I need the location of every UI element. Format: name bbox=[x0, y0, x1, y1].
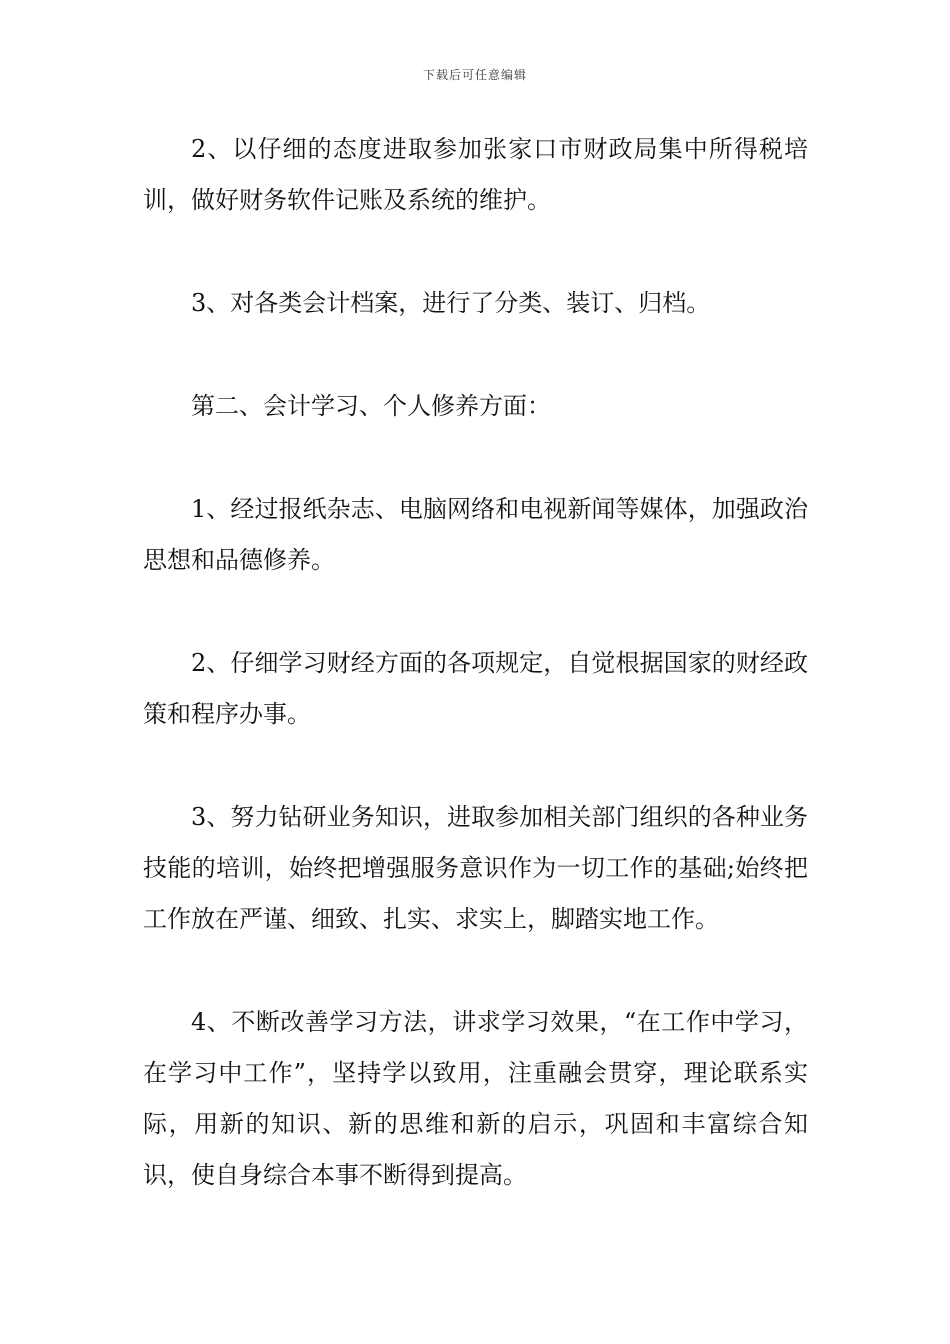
paragraph-learning-methods: 4、不断改善学习方法，讲求学习效果，“在工作中学习，在学习中工作”，坚持学以致用，注重融会贯穿，理论联系实际，用新的知识、新的思维和新的启示，巩固和丰富综合知识，使自身综合本事不断得到提高。 bbox=[143, 1008, 808, 1189]
section-heading-study: 第二、会计学习、个人修养方面： bbox=[191, 392, 551, 420]
paragraph-tax-training: 2、以仔细的态度进取参加张家口市财政局集中所得税培训，做好财务软件记账及系统的维护。 bbox=[143, 135, 808, 214]
page-header: 下载后可任意编辑 bbox=[422, 68, 527, 82]
paragraph-archives: 3、对各类会计档案，进行了分类、装订、归档。 bbox=[191, 289, 711, 317]
paragraph-business-skills: 3、努力钻研业务知识，进取参加相关部门组织的各种业务技能的培训，始终把增强服务意识作为一切工作的基础;始终把工作放在严谨、细致、扎实、求实上，脚踏实地工作。 bbox=[143, 803, 808, 933]
document-body bbox=[143, 124, 808, 1253]
paragraph-media-study: 1、经过报纸杂志、电脑网络和电视新闻等媒体，加强政治思想和品德修养。 bbox=[143, 495, 808, 574]
paragraph-regulations: 2、仔细学习财经方面的各项规定，自觉根据国家的财经政策和程序办事。 bbox=[143, 649, 808, 728]
